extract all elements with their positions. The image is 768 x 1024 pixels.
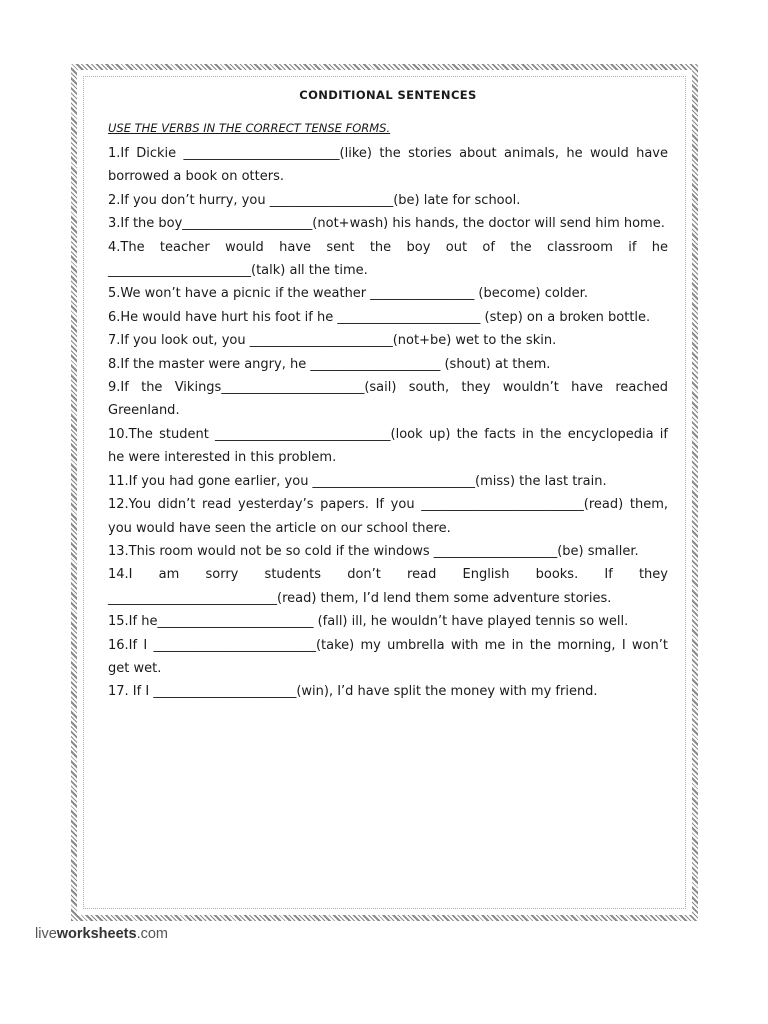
exercise-item-6: 6.He would have hurt his foot if he ______________________ (step) on a broken bottle. xyxy=(108,309,651,325)
exercise-item-7: 7.If you look out, you ______________________(not+be) wet to the skin. xyxy=(108,333,557,349)
exercise-item-10: 10.The student ___________________________(look up) the facts in the encyclopedia if he were interested in this problem. xyxy=(108,426,668,466)
exercise-item-15: 15.If he________________________ (fall) ill, he wouldn’t have played tennis so well. xyxy=(108,614,629,630)
logo-suffix: .com xyxy=(136,926,168,942)
exercise-item-5: 5.We won’t have a picnic if the weather ________________ (become) colder. xyxy=(108,286,588,302)
exercise-item-1: 1.If Dickie ________________________(like) the stories about animals, he would have borrowed a book on otters. xyxy=(108,146,668,185)
exercise-item-4: 4.The teacher would have sent the boy out of the classroom if he ______________________(talk) all the time. xyxy=(108,239,668,279)
exercise-item-8: 8.If the master were angry, he ____________________ (shout) at them. xyxy=(108,356,551,372)
exercise-item-13: 13.This room would not be so cold if the windows ___________________(be) smaller. xyxy=(108,543,639,559)
exercise-item-14: 14.I am sorry students don’t read English books. If they __________________________(read) them, I’d lend them some adventure stories. xyxy=(108,567,668,606)
exercise-item-12: 12.You didn’t read yesterday’s papers. If you _________________________(read) them, you would have seen the article on our school there. xyxy=(108,497,668,536)
exercise-item-17: 17. If I ______________________(win), I’d have split the money with my friend. xyxy=(108,684,598,700)
logo-light: live xyxy=(35,926,57,942)
exercise-item-2: 2.If you don’t hurry, you ___________________(be) late for school. xyxy=(108,192,521,208)
worksheet-instruction: USE THE VERBS IN THE CORRECT TENSE FORMS. xyxy=(108,121,391,135)
exercise-item-9: 9.If the Vikings______________________(sail) south, they wouldn’t have reached Greenland. xyxy=(108,380,668,419)
logo-bold: worksheets xyxy=(56,926,137,942)
exercise-item-11: 11.If you had gone earlier, you _________________________(miss) the last train. xyxy=(108,473,607,489)
worksheet-content xyxy=(108,84,668,704)
site-logo xyxy=(35,926,168,942)
exercise-item-3: 3.If the boy____________________(not+wash) his hands, the doctor will send him home. xyxy=(108,216,665,232)
exercise-item-16: 16.If I _________________________(take) my umbrella with me in the morning, I won’t get wet. xyxy=(108,637,668,676)
worksheet-title: CONDITIONAL SENTENCES xyxy=(299,88,477,102)
